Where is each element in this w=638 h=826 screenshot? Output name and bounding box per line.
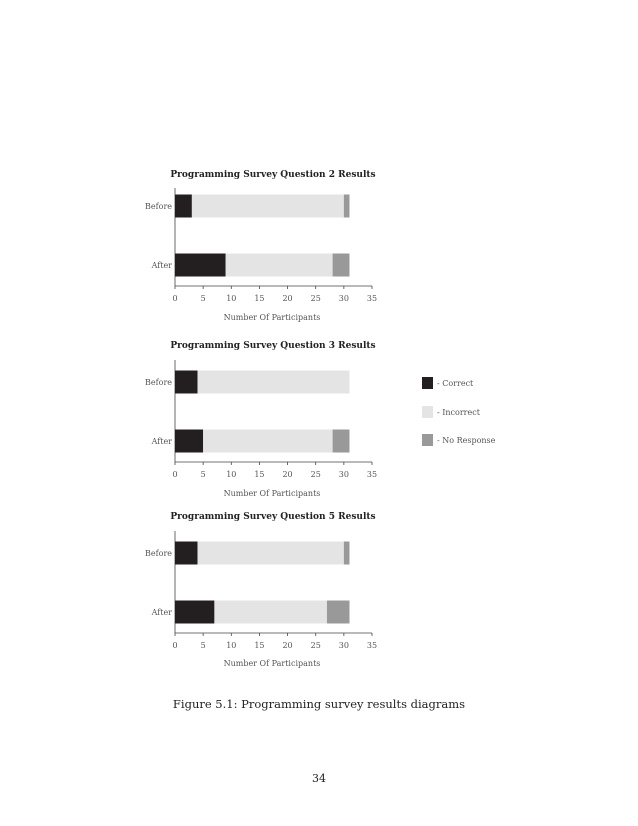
x-tick-label: 25	[310, 294, 321, 303]
category-label: After	[151, 608, 172, 617]
bar-segment	[175, 601, 214, 624]
bar-segment	[203, 430, 332, 453]
bar-segment	[344, 195, 350, 218]
chart-title: Programming Survey Question 2 Results	[170, 170, 376, 180]
x-tick-label: 30	[338, 470, 349, 479]
bar-segment	[214, 601, 327, 624]
category-label: After	[151, 437, 172, 446]
x-tick-label: 35	[366, 470, 378, 479]
legend-swatch	[422, 406, 433, 418]
x-tick-label: 25	[310, 641, 321, 650]
x-tick-label: 35	[366, 641, 378, 650]
legend-swatch	[422, 377, 433, 389]
x-tick-label: 5	[200, 641, 206, 650]
x-tick-label: 15	[254, 641, 265, 650]
x-tick-label: 10	[226, 470, 237, 479]
legend-label: - Incorrect	[437, 408, 480, 417]
x-axis-label: Number Of Participants	[223, 313, 321, 322]
x-tick-label: 0	[172, 470, 178, 479]
bar-segment	[344, 542, 350, 565]
x-tick-label: 35	[366, 294, 378, 303]
category-label: Before	[145, 202, 172, 211]
figure-caption: Figure 5.1: Programming survey results diagrams	[172, 697, 466, 711]
bar-segment	[198, 542, 344, 565]
x-axis-label: Number Of Participants	[223, 659, 321, 668]
category-label: Before	[145, 378, 172, 387]
legend-label: - No Response	[437, 436, 496, 445]
x-tick-label: 30	[338, 294, 349, 303]
x-tick-label: 30	[338, 641, 349, 650]
bar-segment	[226, 254, 333, 277]
bar-segment	[175, 195, 192, 218]
bar-segment	[175, 254, 226, 277]
x-tick-label: 5	[200, 294, 206, 303]
x-tick-label: 15	[254, 294, 265, 303]
legend-label: - Correct	[437, 379, 474, 388]
chart-title: Programming Survey Question 3 Results	[170, 341, 376, 351]
category-label: After	[151, 261, 172, 270]
legend-swatch	[422, 434, 433, 446]
bar-segment	[175, 542, 198, 565]
page-number: 34	[312, 772, 326, 785]
x-tick-label: 0	[172, 641, 178, 650]
category-label: Before	[145, 549, 172, 558]
x-tick-label: 0	[172, 294, 178, 303]
bar-segment	[333, 254, 350, 277]
x-tick-label: 20	[282, 641, 293, 650]
x-tick-label: 25	[310, 470, 321, 479]
bar-segment	[198, 371, 350, 394]
x-tick-label: 10	[226, 294, 237, 303]
x-tick-label: 20	[282, 294, 293, 303]
bar-segment	[175, 371, 198, 394]
bar-segment	[192, 195, 344, 218]
x-tick-label: 20	[282, 470, 293, 479]
bar-segment	[333, 430, 350, 453]
bar-segment	[175, 430, 203, 453]
x-tick-label: 10	[226, 641, 237, 650]
x-tick-label: 5	[200, 470, 206, 479]
bar-segment	[327, 601, 350, 624]
x-axis-label: Number Of Participants	[223, 489, 321, 498]
x-tick-label: 15	[254, 470, 265, 479]
chart-title: Programming Survey Question 5 Results	[170, 512, 376, 522]
